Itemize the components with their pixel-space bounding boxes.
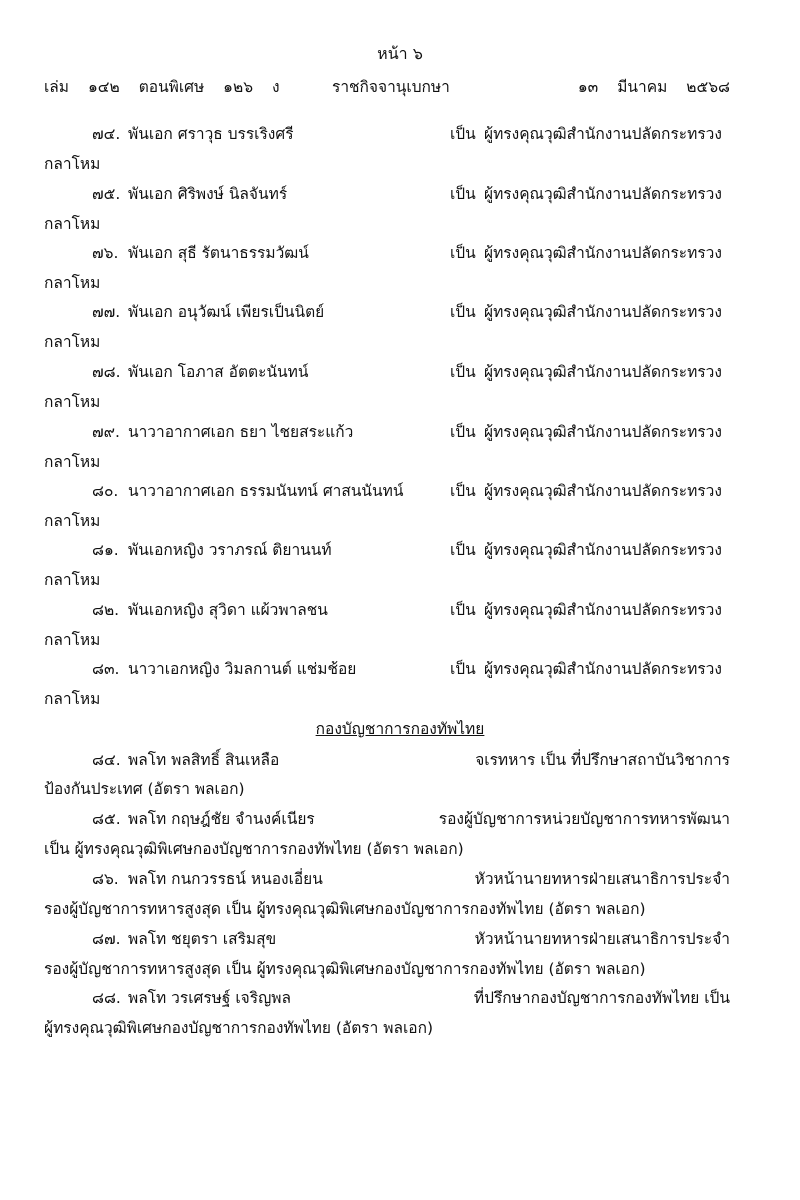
entry-number: ๗๔. bbox=[92, 125, 121, 143]
entry-position: ผู้ทรงคุณวุฒิสำนักงานปลัดกระทรวง bbox=[484, 185, 722, 203]
entry-continuation: กลาโหม bbox=[44, 274, 101, 292]
entry-name: นาวาเอกหญิง วิมลกานต์ แช่มช้อย bbox=[128, 660, 357, 678]
entry-continuation: กลาโหม bbox=[44, 512, 101, 530]
entry-position: ผู้ทรงคุณวุฒิสำนักงานปลัดกระทรวง bbox=[484, 541, 722, 559]
entry-name: พันเอก ศราวุธ บรรเริงศรี bbox=[128, 125, 294, 143]
entry-number: ๘๕. bbox=[92, 810, 121, 828]
entry-verb: เป็น bbox=[450, 541, 476, 559]
entry-number: ๘๓. bbox=[92, 660, 120, 678]
entry-continuation: เป็น ผู้ทรงคุณวุฒิพิเศษกองบัญชาการกองทัพไทย (อัตรา พลเอก) bbox=[44, 840, 464, 858]
volume-label: เล่ม bbox=[44, 78, 70, 96]
entry-position: ผู้ทรงคุณวุฒิสำนักงานปลัดกระทรวง bbox=[484, 244, 722, 262]
entry-name: นาวาอากาศเอก ธยา ไชยสระแก้ว bbox=[128, 423, 354, 441]
entry-position: ผู้ทรงคุณวุฒิสำนักงานปลัดกระทรวง bbox=[484, 482, 722, 500]
entry-name: พลโท พลสิทธิ์ สินเหลือ bbox=[128, 751, 280, 769]
entry-role: หัวหน้านายทหารฝ่ายเสนาธิการประจำ bbox=[474, 870, 730, 888]
entry-continuation: กลาโหม bbox=[44, 393, 101, 411]
entry-verb: เป็น bbox=[450, 482, 476, 500]
entry-role: จเรทหาร เป็น ที่ปรึกษาสถาบันวิชาการ bbox=[475, 751, 730, 769]
entry-continuation: กลาโหม bbox=[44, 631, 101, 649]
issue-suffix: ง bbox=[272, 78, 280, 96]
entry-continuation: กลาโหม bbox=[44, 453, 101, 471]
entry-name: พันเอกหญิง สุวิดา แผ้วพาลชน bbox=[128, 601, 328, 619]
entry-verb: เป็น bbox=[450, 185, 476, 203]
entry-number: ๘๘. bbox=[92, 989, 121, 1007]
entry-verb: เป็น bbox=[450, 244, 476, 262]
entry-position: ผู้ทรงคุณวุฒิสำนักงานปลัดกระทรวง bbox=[484, 601, 722, 619]
entry-position: ผู้ทรงคุณวุฒิสำนักงานปลัดกระทรวง bbox=[484, 423, 722, 441]
entry-continuation: ผู้ทรงคุณวุฒิพิเศษกองบัญชาการกองทัพไทย (อัตรา พลเอก) bbox=[44, 1019, 434, 1037]
page-number: หน้า ๖ bbox=[377, 44, 423, 63]
issue-number: ๑๒๖ bbox=[223, 78, 254, 96]
entry-name: พันเอก โอภาส อัตตะนันทน์ bbox=[128, 363, 309, 381]
entry-verb: เป็น bbox=[450, 125, 476, 143]
issue-label: ตอนพิเศษ bbox=[138, 78, 205, 96]
entry-name: พันเอกหญิง วราภรณ์ ติยานนท์ bbox=[128, 541, 332, 559]
entry-number: ๘๑. bbox=[92, 541, 119, 559]
date-year: ๒๕๖๘ bbox=[686, 78, 730, 96]
entry-number: ๘๗. bbox=[92, 930, 121, 948]
entry-name: พลโท ชยุตรา เสริมสุข bbox=[128, 930, 277, 948]
entry-number: ๗๕. bbox=[92, 185, 121, 203]
entry-name: นาวาอากาศเอก ธรรมนันทน์ ศาสนนันทน์ bbox=[128, 482, 404, 500]
entry-name: พันเอก อนุวัฒน์ เพียรเป็นนิตย์ bbox=[128, 303, 325, 321]
entry-continuation: กลาโหม bbox=[44, 215, 101, 233]
entry-name: พลโท วรเศรษฐ์ เจริญพล bbox=[128, 989, 291, 1007]
volume-issue bbox=[44, 74, 280, 100]
entry-role: หัวหน้านายทหารฝ่ายเสนาธิการประจำ bbox=[474, 930, 730, 948]
entry-role: รองผู้บัญชาการหน่วยบัญชาการทหารพัฒนา bbox=[438, 810, 730, 828]
entry-number: ๘๔. bbox=[92, 751, 121, 769]
entry-name: พลโท กฤษฎ์ชัย จำนงค์เนียร bbox=[128, 810, 315, 828]
entry-number: ๗๘. bbox=[92, 363, 121, 381]
entry-continuation: รองผู้บัญชาการทหารสูงสุด เป็น ผู้ทรงคุณวุฒิพิเศษกองบัญชาการกองทัพไทย (อัตรา พลเอก) bbox=[44, 960, 646, 978]
entry-position: ผู้ทรงคุณวุฒิสำนักงานปลัดกระทรวง bbox=[484, 125, 722, 143]
entry-number: ๗๖. bbox=[92, 244, 119, 262]
entry-verb: เป็น bbox=[450, 601, 476, 619]
publication-date bbox=[578, 74, 730, 100]
entry-verb: เป็น bbox=[450, 363, 476, 381]
entry-continuation: กลาโหม bbox=[44, 690, 101, 708]
entry-continuation: กลาโหม bbox=[44, 333, 101, 351]
entry-position: ผู้ทรงคุณวุฒิสำนักงานปลัดกระทรวง bbox=[484, 303, 722, 321]
date-month: มีนาคม bbox=[617, 78, 668, 96]
publication-title: ราชกิจจานุเบกษา bbox=[332, 78, 450, 96]
entry-number: ๗๗. bbox=[92, 303, 121, 321]
entry-verb: เป็น bbox=[450, 660, 476, 678]
section-title: กองบัญชาการกองทัพไทย bbox=[315, 720, 485, 738]
entry-number: ๘๐. bbox=[92, 482, 119, 500]
entry-continuation: กลาโหม bbox=[44, 571, 101, 589]
entry-number: ๘๒. bbox=[92, 601, 120, 619]
entry-continuation: รองผู้บัญชาการทหารสูงสุด เป็น ผู้ทรงคุณวุฒิพิเศษกองบัญชาการกองทัพไทย (อัตรา พลเอก) bbox=[44, 900, 646, 918]
entry-verb: เป็น bbox=[450, 303, 476, 321]
entry-name: พันเอก สุธี รัตนาธรรมวัฒน์ bbox=[128, 244, 309, 262]
date-day: ๑๓ bbox=[577, 78, 599, 96]
volume-number: ๑๔๒ bbox=[87, 78, 120, 96]
entry-position: ผู้ทรงคุณวุฒิสำนักงานปลัดกระทรวง bbox=[484, 660, 722, 678]
entry-verb: เป็น bbox=[450, 423, 476, 441]
entry-role: ที่ปรึกษากองบัญชาการกองทัพไทย เป็น bbox=[473, 989, 730, 1007]
entry-name: พันเอก ศิริพงษ์ นิลจันทร์ bbox=[128, 185, 288, 203]
entry-position: ผู้ทรงคุณวุฒิสำนักงานปลัดกระทรวง bbox=[484, 363, 722, 381]
entry-number: ๘๖. bbox=[92, 870, 119, 888]
entry-continuation: กลาโหม bbox=[44, 155, 101, 173]
entry-continuation: ป้องกันประเทศ (อัตรา พลเอก) bbox=[44, 780, 245, 798]
entry-number: ๗๙. bbox=[92, 423, 120, 441]
entry-name: พลโท กนกวรรธน์ หนองเอี่ยน bbox=[128, 870, 323, 888]
